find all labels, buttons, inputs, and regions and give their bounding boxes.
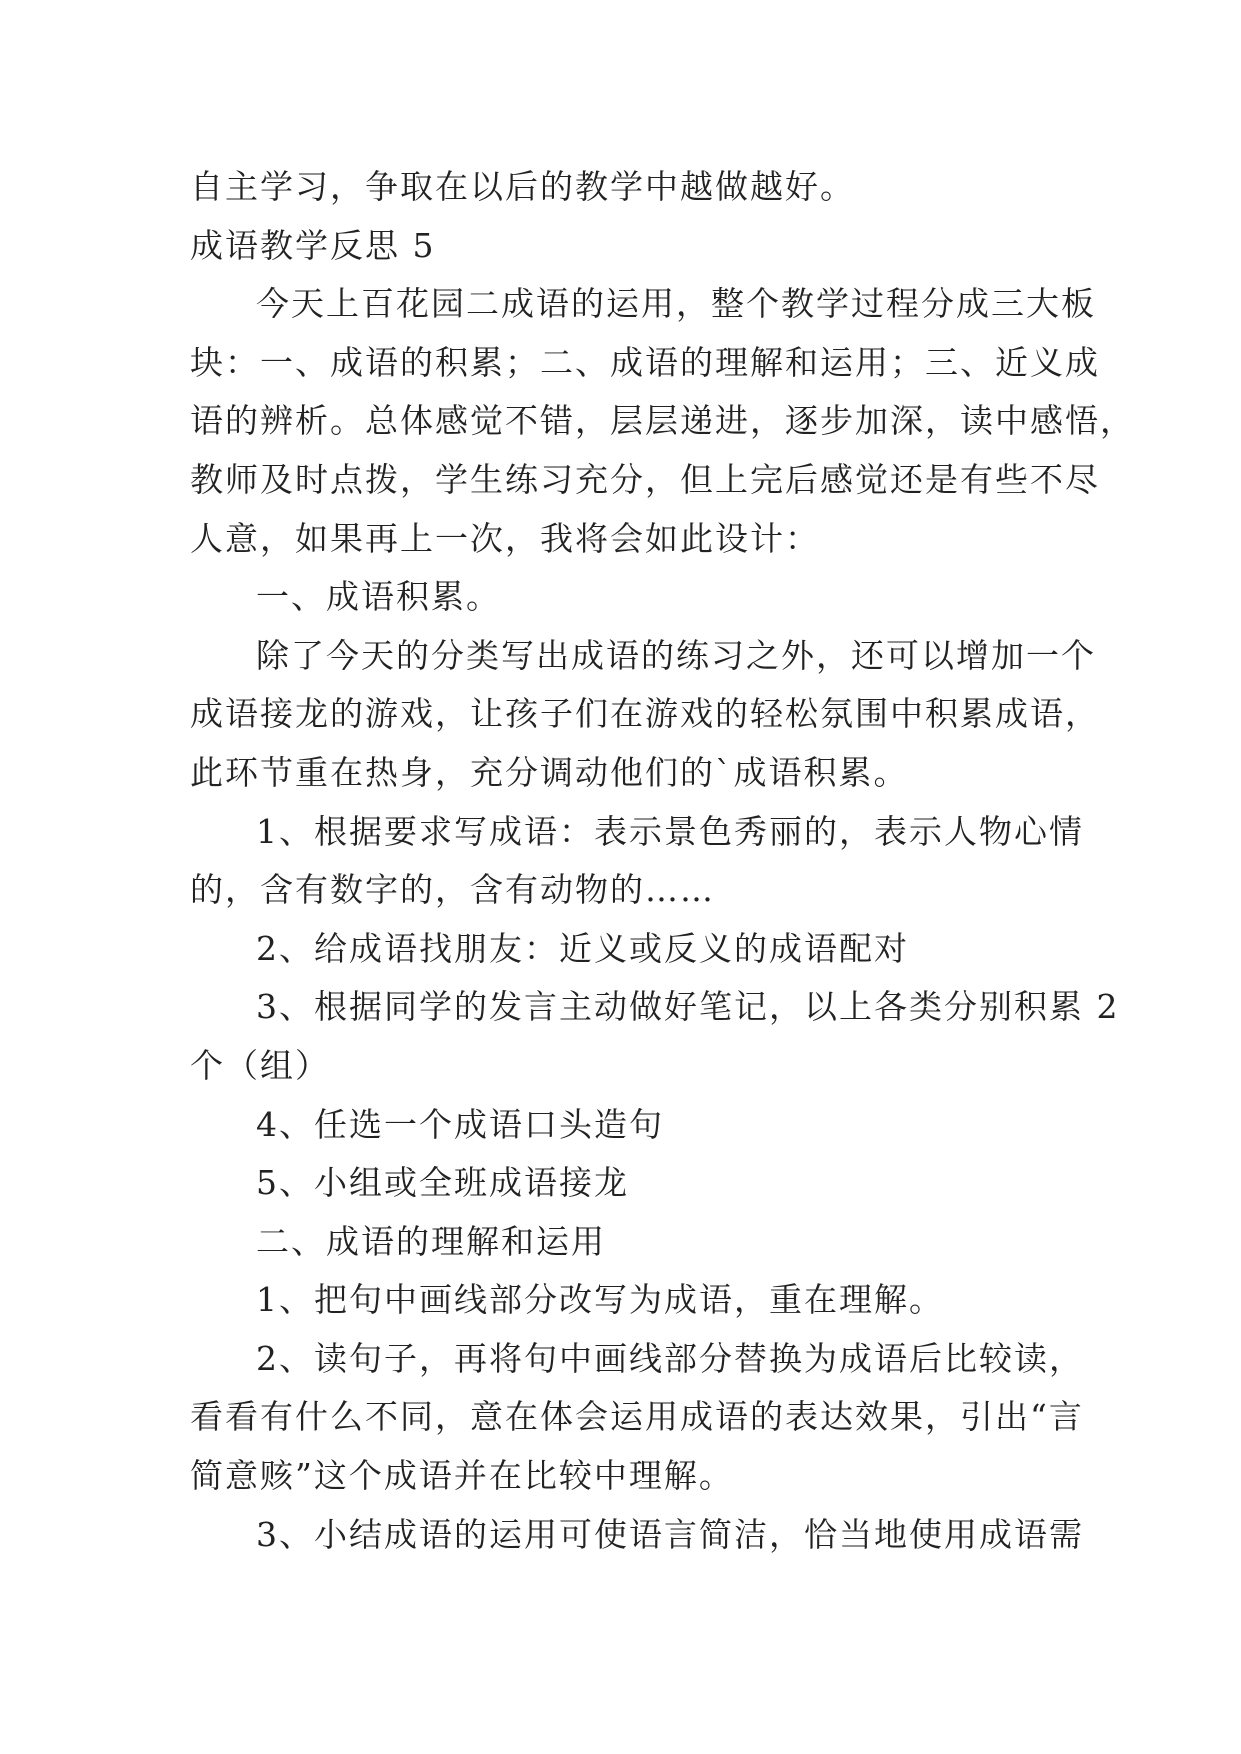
text-line: 此环节重在热身，充分调动他们的`成语积累。 [190,752,909,792]
text-line: 简意赅”这个成语并在比较中理解。 [190,1456,734,1496]
text-line: 的，含有数字的，含有动物的…… [190,870,715,910]
text-line: 人意，如果再上一次，我将会如此设计： [190,518,820,558]
section-heading: 成语教学反思 5 [190,225,436,265]
list-item: 2、读句子，再将句中画线部分替换为成语后比较读， [256,1338,1084,1378]
text-line: 自主学习，争取在以后的教学中越做越好。 [190,167,855,206]
text-line: 成语接龙的游戏，让孩子们在游戏的轻松氛围中积累成语， [190,694,1100,734]
list-item: 5、小组或全班成语接龙 [256,1163,629,1203]
list-item: 3、根据同学的发言主动做好笔记，以上各类分别积累 2 [256,987,1120,1027]
list-item: 3、小结成语的运用可使语言简洁，恰当地使用成语需 [256,1514,1084,1554]
list-item: 1、把句中画线部分改写为成语，重在理解。 [256,1280,944,1320]
document-body [190,158,1135,1564]
list-item: 1、根据要求写成语：表示景色秀丽的，表示人物心情 [256,811,1084,851]
text-line: 块：一、成语的积累；二、成语的理解和运用；三、近义成 [190,342,1100,382]
text-line: 个（组） [190,1045,330,1085]
subsection-heading: 一、成语积累。 [256,577,501,617]
text-line: 语的辨析。总体感觉不错，层层递进，逐步加深，读中感悟， [190,401,1135,441]
list-item: 2、给成语找朋友：近义或反义的成语配对 [256,928,909,968]
subsection-heading: 二、成语的理解和运用 [256,1221,606,1261]
text-line: 看看有什么不同，意在体会运用成语的表达效果，引出“言 [190,1397,1084,1437]
text-line: 教师及时点拨，学生练习充分，但上完后感觉还是有些不尽 [190,459,1100,499]
text-line: 今天上百花园二成语的运用，整个教学过程分成三大板 [256,284,1096,324]
text-line: 除了今天的分类写出成语的练习之外，还可以增加一个 [256,635,1096,675]
list-item: 4、任选一个成语口头造句 [256,1104,664,1144]
